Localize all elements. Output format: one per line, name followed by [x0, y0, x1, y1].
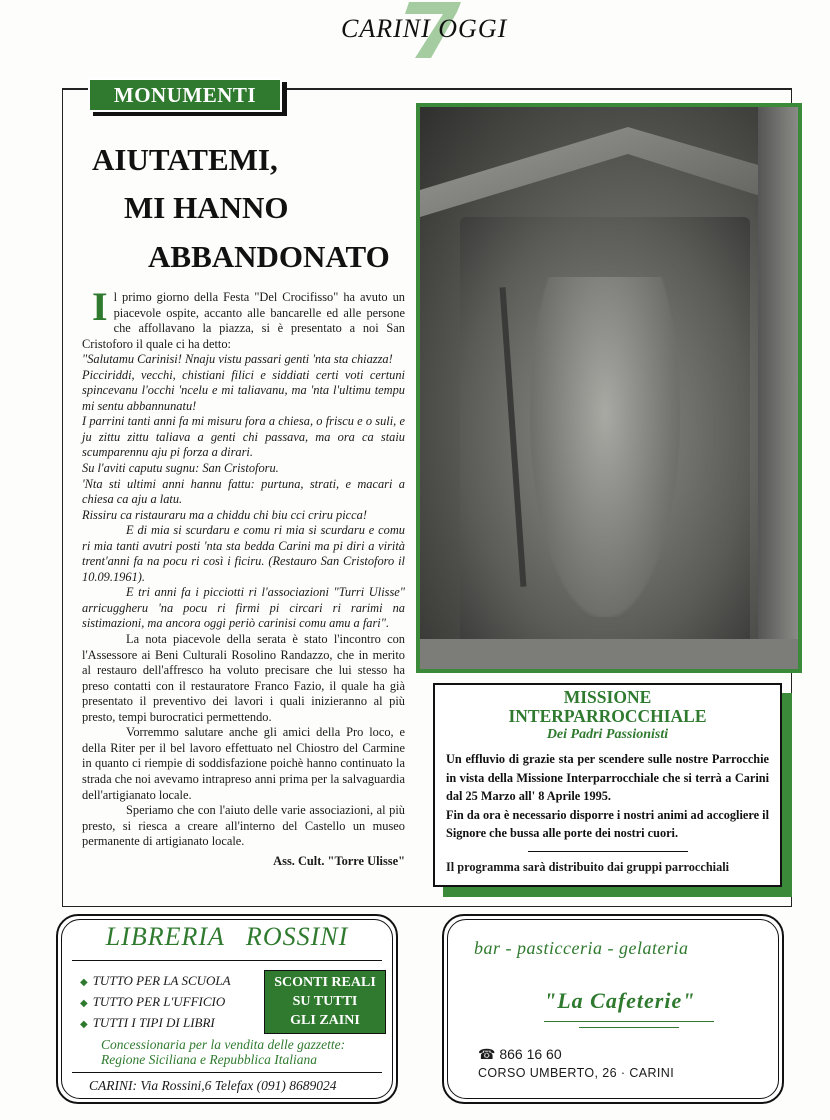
bullet-item [80, 1015, 215, 1031]
quote-line: E di mia si scurdaru e comu ri mia si scurdaru e comu ri mia tanti avutri posti 'nta sta bedda Carini ma pi diri a virità trent'anni fa na pocu ri così i ficiru. (Restauro San Cristoforo il 10.09.1961). [82, 523, 405, 584]
bullet-item [80, 994, 225, 1010]
diamond-icon: ◆ [80, 998, 88, 1009]
ad-libreria-rossini [56, 914, 398, 1104]
diamond-icon: ◆ [80, 1019, 88, 1030]
logo-text: CARINI OGGI [341, 14, 508, 43]
headline-line-1: AIUTATEMI, [92, 142, 278, 177]
mission-text: Fin da ora è necessario disporre i nostri animi ad accogliere il Signore che bussa alle porte dei nostri cuori. [446, 807, 769, 840]
quote-line: Picciriddi, vecchi, chistiani filici e siddiati certi voti certuni spincevanu l'occhi 'ncelu e mi taliavanu, ma 'nta l'ultimu tempu mi sentu abbannunatu! [82, 367, 405, 413]
ad-address: CORSO UMBERTO, 26 · CARINI [478, 1066, 675, 1080]
mission-program: Il programma sarà distribuito dai gruppi parrocchiali [446, 860, 730, 874]
concession-line: Concessionaria per la vendita delle gazzette: [101, 1037, 346, 1052]
divider [544, 1021, 714, 1022]
quote-line: Su l'aviti caputu sugnu: San Cristoforu. [82, 461, 279, 476]
quote-line: 'Nta sti ultimi anni hannu fattu: purtuna, strati, e macari a chiesa ca aju a latu. [82, 476, 405, 507]
quote-line: E tri anni fa i picciotti ri l'associazioni "Turri Ulisse" arricuggheru 'na pocu ri firmi pi circari ri rarimi na sistimazioni, ma ancora oggi periò carinisi comu amu a fari". [82, 585, 405, 631]
section-label: MONUMENTI [88, 78, 282, 112]
promo-line: SU TUTTI [292, 994, 358, 1009]
mission-text: Un effluvio di grazie sta per scendere sulle nostre Parrocchie in vista della Missione Interparrocchiale che si terrà a Carini dal 25 Marzo all' 8 Aprile 1995. [446, 752, 769, 803]
promo-box [264, 970, 386, 1034]
divider [72, 960, 382, 961]
paragraph: l primo giorno della Festa "Del Crocifisso" ha avuto un piacevole ospite, accanto alle bancarelle ed alle persone che affollavano la piazza, si è presentato a noi San Cristoforo il quale ci ha detto: [82, 290, 405, 351]
divider [579, 1027, 679, 1028]
headline-line-2: MI HANNO [124, 190, 289, 225]
concession-line: Regione Siciliana e Repubblica Italiana [101, 1052, 317, 1067]
photo-wall [758, 107, 798, 669]
mission-subtitle: Dei Padri Passionisti [546, 727, 669, 742]
mission-title: INTERPARROCCHIALE [508, 706, 707, 726]
bullet-item [80, 973, 231, 989]
diamond-icon: ◆ [80, 977, 88, 988]
ad-title: "La Cafeterie" [544, 988, 696, 1013]
promo-line: GLI ZAINI [290, 1013, 360, 1028]
signature: Ass. Cult. "Torre Ulisse" [273, 853, 405, 868]
quote-line: I parrini tanti anni fa mi misuru fora a chiesa, o friscu e o suli, e ju zittu zittu taliava a genti chi passava, ma ora ca staiu scumparennu aju pi forza a dirari. [82, 414, 405, 460]
divider [528, 851, 688, 853]
quote-line: Rissiru ca ristauraru ma a chiddu chi biu cci criru picca! [82, 507, 367, 522]
photo-arch [420, 127, 798, 217]
headline-line-3: ABBANDONATO [148, 239, 390, 274]
paragraph: Speriamo che con l'aiuto delle varie associazioni, al più presto, si riesca a creare all'interno del Castello un museo permanente di artigianato locale. [82, 803, 405, 849]
phone-icon: ☎ [478, 1046, 500, 1062]
concession-text [101, 1037, 345, 1067]
ad-title: LIBRERIA ROSSINI [105, 922, 349, 951]
mission-title: MISSIONE [563, 687, 652, 707]
ad-tagline: bar - pasticceria - gelateria [474, 938, 689, 958]
divider [72, 1072, 382, 1073]
quote-line: "Salutamu Carinisi! Nnaju vistu passari genti 'nta sta chiazza! [82, 352, 393, 367]
article-body [82, 284, 405, 869]
bullet-text: TUTTO PER L'UFFICIO [92, 994, 226, 1009]
drop-cap: I [92, 284, 108, 329]
mission-box [433, 683, 782, 887]
promo-line: SCONTI REALI [274, 975, 376, 990]
ad-la-cafeterie [442, 914, 784, 1104]
bullet-text: TUTTI I TIPI DI LIBRI [92, 1015, 215, 1030]
phone-number: 866 16 60 [499, 1046, 562, 1062]
paragraph: Vorremmo salutare anche gli amici della Pro loco, e della Riter per il bel lavoro effettuato nel Chiostro del Carmine in quanto ci riempie di soddisfazione poichè hanno continuato la strada che noi avevamo intrapreso anni prima per la salvaguardia dell'artigianato locale. [82, 725, 405, 802]
ad-address: CARINI: Via Rossini,6 Telefax (091) 8689024 [89, 1078, 337, 1093]
photo-figure [530, 277, 680, 617]
photo-ledge [420, 639, 798, 669]
paragraph: La nota piacevole della serata è stato l'incontro con l'Assessore ai Beni Culturali Rosolino Randazzo, che in merito al restauro dell'affresco ha voluto precisare che lui stesso ha preso contatti con il restauratore Franco Fazio, il quale ha già presentato il preventivo dei lavori i quali inizieranno al più presto, tempi burocratici permettendo. [82, 632, 405, 724]
bullet-text: TUTTO PER LA SCUOLA [92, 973, 231, 988]
masthead-logo [335, 4, 535, 56]
fresco-photo [416, 103, 802, 673]
ad-phone [478, 1046, 562, 1063]
